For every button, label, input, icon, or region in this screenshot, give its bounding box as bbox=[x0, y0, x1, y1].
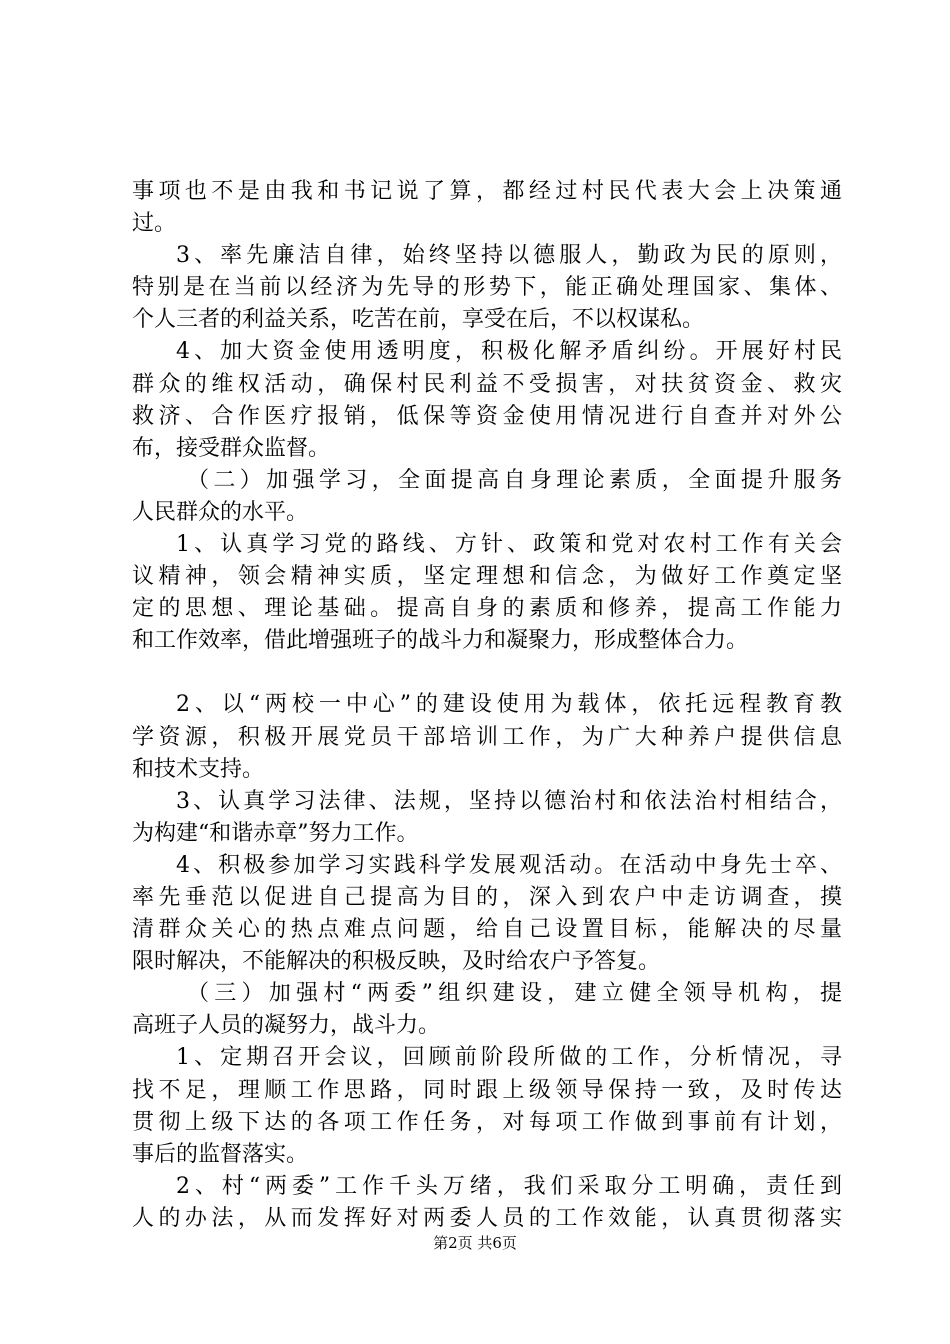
text-line: 找不足，理顺工作思路，同时跟上级领导保持一致，及时传达 bbox=[132, 1077, 842, 1103]
text-line: 为构建“和谐赤章”努力工作。 bbox=[132, 820, 419, 846]
text-line: （二）加强学习，全面提高自身理论素质，全面提升服务 bbox=[187, 467, 842, 493]
section-heading-paragraph bbox=[132, 465, 842, 529]
paragraph-spacer bbox=[132, 657, 842, 689]
text-line: 高班子人员的凝努力，战斗力。 bbox=[132, 1013, 441, 1039]
text-line: 1、认真学习党的路线、方针、政策和党对农村工作有关会 bbox=[176, 532, 842, 558]
text-line: 议精神，领会精神实质，坚定理想和信念，为做好工作奠定坚 bbox=[132, 564, 842, 590]
text-line: 贯彻上级下达的各项工作任务，对每项工作做到事前有计划， bbox=[132, 1109, 842, 1135]
text-line: 限时解决，不能解决的积极反映，及时给农户予答复。 bbox=[132, 949, 661, 975]
text-line: 和技术支持。 bbox=[132, 756, 265, 782]
text-line: 事项也不是由我和书记说了算，都经过村民代表大会上决策通 bbox=[132, 179, 842, 204]
body-paragraph bbox=[132, 176, 842, 240]
text-line: 和工作效率，借此增强班子的战斗力和凝聚力，形成整体合力。 bbox=[132, 628, 749, 654]
page-number-footer: 第2页 共6页 bbox=[433, 1234, 517, 1252]
body-paragraph bbox=[132, 786, 842, 850]
text-line: 特别是在当前以经济为先导的形势下，能正确处理国家、集体、 bbox=[132, 275, 842, 301]
text-line: 过。 bbox=[132, 211, 177, 237]
document-body bbox=[132, 176, 842, 1235]
text-line: 事后的监督落实。 bbox=[132, 1141, 309, 1167]
text-line: 学资源，积极开展党员干部培训工作，为广大种养户提供信息 bbox=[132, 724, 842, 750]
text-line: 救济、合作医疗报销，低保等资金使用情况进行自查并对外公 bbox=[132, 403, 842, 429]
text-line: （三）加强村“两委”组织建设，建立健全领导机构，提 bbox=[187, 981, 842, 1007]
body-paragraph bbox=[132, 1171, 842, 1235]
body-paragraph bbox=[132, 850, 842, 978]
text-line: 4、积极参加学习实践科学发展观活动。在活动中身先士卒、 bbox=[176, 852, 842, 878]
text-line: 4、加大资金使用透明度，积极化解矛盾纠纷。开展好村民 bbox=[176, 339, 842, 365]
text-line: 率先垂范以促进自己提高为目的，深入到农户中走访调查，摸 bbox=[132, 884, 842, 910]
body-paragraph bbox=[132, 240, 842, 336]
text-line: 2、村“两委”工作千头万绪，我们采取分工明确，责任到 bbox=[176, 1173, 842, 1199]
text-line: 1、定期召开会议，回顾前阶段所做的工作，分析情况，寻 bbox=[176, 1045, 842, 1071]
text-line: 布，接受群众监督。 bbox=[132, 435, 331, 461]
text-line: 3、率先廉洁自律，始终坚持以德服人，勤政为民的原则， bbox=[176, 243, 842, 269]
body-paragraph bbox=[132, 1042, 842, 1170]
text-line: 清群众关心的热点难点问题，给自己设置目标，能解决的尽量 bbox=[132, 917, 842, 943]
text-line: 个人三者的利益关系，吃苦在前，享受在后，不以权谋私。 bbox=[132, 307, 705, 333]
text-line: 群众的维权活动，确保村民利益不受损害，对扶贫资金、救灾 bbox=[132, 371, 842, 397]
text-line: 人的办法，从而发挥好对两委人员的工作效能，认真贯彻落实 bbox=[132, 1205, 842, 1231]
text-line: 人民群众的水平。 bbox=[132, 499, 309, 525]
text-line: 定的思想、理论基础。提高自身的素质和修养，提高工作能力 bbox=[132, 596, 842, 622]
text-line: 3、认真学习法律、法规，坚持以德治村和依法治村相结合， bbox=[176, 788, 842, 814]
body-paragraph bbox=[132, 336, 842, 464]
section-heading-paragraph bbox=[132, 978, 842, 1042]
body-paragraph bbox=[132, 689, 842, 785]
body-paragraph bbox=[132, 529, 842, 657]
text-line: 2、以“两校一中心”的建设使用为载体，依托远程教育教 bbox=[176, 692, 842, 718]
